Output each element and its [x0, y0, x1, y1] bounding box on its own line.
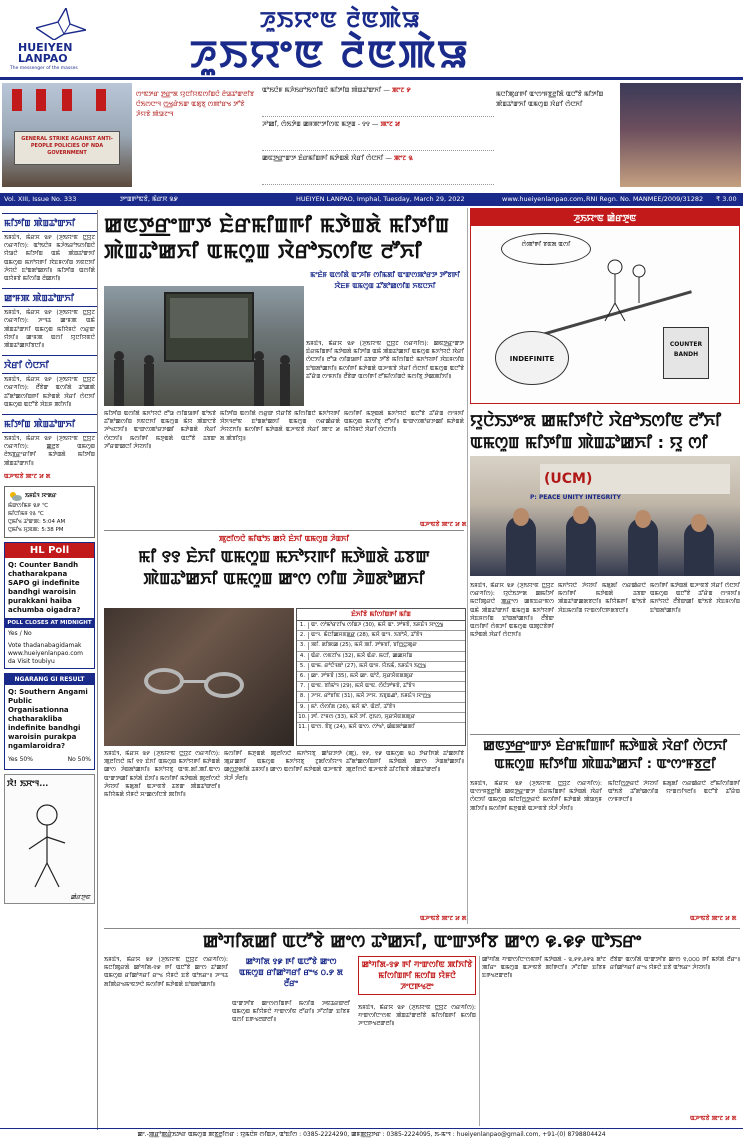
bottom-body-4: ꯀꯣꯚꯤꯗ ꯚꯦꯛꯁꯤꯅꯦꯁꯟꯒꯤ ꯃꯇꯥꯡꯗꯥ - ꯲,꯸꯸,꯴꯵꯲ ꯗꯣꯖ ꯄꯤꯔꯦ ꯑꯃꯁꯨꯡ ꯑꯍꯦꯟꯕꯥ ꯄꯤꯒꯅꯤ꯫ ꯍꯧꯖꯤꯛ ꯐꯤꯕꯝ ꯐꯒꯠꯂꯛꯂꯤ꯫	[482, 957, 606, 980]
red-flag-icon	[96, 89, 106, 111]
bottom-subhead-b: ꯀꯣꯚꯤꯗ-꯱꯹ ꯒꯤ ꯚꯦꯛꯁꯤꯟ ꯄꯤꯈꯤꯕꯥ ꯃꯤꯁꯤꯡꯒꯤ ꯃꯁꯤꯡ ꯌꯥꯝꯅꯥ ꯍꯦꯅꯒꯠꯂꯦ	[358, 956, 476, 995]
section2-more-link[interactable]: ꯑꯍꯦꯟꯕꯥ ꯄꯦꯖ ꯷ ꯗ	[420, 915, 467, 922]
bottom-body-5: ꯂꯩꯕꯥꯛ ꯑꯁꯤꯗꯥ ꯑꯦꯛꯇꯤꯕ ꯀꯦꯁ ꯱,꯰꯰꯰ ꯒꯤ ꯃꯈꯥꯗꯥ ꯂꯩꯔꯦ꯫ ꯔꯤꯀꯣꯚꯔꯤ ꯔꯦꯠ ꯌꯥꯝꯅꯥ ꯐꯕꯥ ꯑꯣꯏꯔꯦ ꯍꯥꯌꯈꯤ꯫	[610, 957, 740, 972]
list-item: 3. ꯄꯤ. ꯗꯤꯄꯀ (25), ꯃꯆꯥ ꯄꯤ. ꯇꯣꯝꯕꯤ, ꯕꯤꯁ꯭ꯅꯨꯄꯨꯔ	[297, 641, 465, 651]
brief-body: ꯏꯝꯐꯥꯜ, ꯃꯥꯔꯆ ꯲꯸ (ꯍꯨꯏꯌꯦꯟ ꯅ꯭ꯌꯨꯖ ꯁꯔꯚꯤꯁ): ꯀ꯭ꯂꯕ ꯑꯃꯁꯨꯡ ꯂꯥꯏꯕ꯭ꯔꯦꯔꯤꯒꯤ ꯃꯇꯥꯡꯗꯥ ꯃꯤꯇꯤꯡ ꯄꯥꯡꯊꯣꯛꯈꯤ꯫	[4, 436, 95, 467]
bottom-subhead-a: ꯀꯣꯚꯤꯗ ꯱꯹ ꯒꯤ ꯑꯅꯧꯕꯥ ꯀꯦꯁ ꯑꯃꯁꯨꯡ ꯔꯤꯀꯣꯚꯔꯤ ꯔꯦꯠ ꯰.꯸ ꯗ ꯂꯩꯔꯦ	[239, 957, 343, 988]
logo[interactable]	[6, 8, 118, 76]
right-body-3: ꯃꯁꯤꯒꯤ ꯃꯇꯥꯡꯗꯥ ꯑꯍꯦꯟꯕꯥ ꯋꯥꯔꯤ ꯁꯥꯅꯈꯤ ꯑꯃꯁꯨꯡ ꯑꯅꯧꯕꯥ ꯊꯧꯔꯥꯡ ꯁꯦꯝꯈꯤ꯫ ꯃꯈꯣꯌꯅꯥ ꯂꯩꯕꯥꯛꯀꯤ ꯑꯣꯏꯕꯥ ꯋꯥꯐꯝꯁꯤꯡ ꯐꯣꯡꯗꯣꯀꯈꯤ꯫	[650, 583, 740, 614]
list-item: 9. ꯃꯣ. ꯁꯥꯁꯤꯗ (26), ꯃꯆꯥ ꯃꯣ. ꯑꯥꯂꯤ, ꯊꯧꯕꯥꯜ	[297, 703, 465, 713]
person-head	[635, 510, 651, 528]
person-head	[513, 508, 529, 526]
handcuff-photo[interactable]	[104, 608, 294, 746]
left-column	[2, 210, 98, 1130]
weather-cloud-icon	[8, 490, 22, 502]
poll-result-question: Q: Southern Angami Public Organisationna chatharakliba indefinite bandhgi waroisin purakpa ngamlaroidra?	[8, 687, 88, 750]
bottom-body-3: ꯏꯝꯐꯥꯜ, ꯃꯥꯔꯆ ꯲꯸ (ꯍꯨꯏꯌꯦꯟ ꯅ꯭ꯌꯨꯖ ꯁꯔꯚꯤꯁ): ꯚꯦꯛꯁꯤꯅꯦꯁꯟ ꯄꯥꯡꯊꯣꯛꯂꯤꯕꯥ ꯃꯤꯁꯤꯡꯒꯤ ꯃꯁꯤꯡ ꯍꯦꯅꯒꯠꯂꯛꯂꯤ꯫	[358, 1005, 476, 1028]
strike-photo[interactable]	[2, 83, 132, 187]
assembly-photo[interactable]	[620, 83, 741, 187]
vote-instructions: Vote thadanabagidamak www.hueiyenlanpao.com da Visit toubiyu	[8, 641, 84, 665]
small-cartoon-title: ꯋꯥ! ꯏꯆꯦꯜ...	[7, 778, 49, 788]
red-flag-icon	[36, 89, 46, 111]
right-headline[interactable]: ꯌꯨꯅꯥꯏꯇꯦꯗ ꯀꯃꯤꯇꯤꯅꯥ ꯋꯥꯔꯣꯏꯁꯤꯟ ꯂꯧꯈꯤ ꯑꯃꯁꯨꯡ ꯃꯤꯇꯤꯡ ꯄꯥꯡꯊꯣꯀꯈꯤ : ꯌꯨ ꯁꯤ	[470, 411, 722, 452]
list-item: 2. ꯑꯦꯜ. ꯃꯥꯅꯤꯀꯆꯟꯗ꯭ꯔ (28), ꯃꯆꯥ ꯑꯦꯜ. ꯏꯕꯣꯆꯥ, ꯊꯧꯕꯥꯜ	[297, 631, 465, 641]
right-body-1: ꯏꯝꯐꯥꯜ, ꯃꯥꯔꯆ ꯲꯸ (ꯍꯨꯏꯌꯦꯟ ꯅ꯭ꯌꯨꯖ ꯁꯔꯚꯤꯁ): ꯌꯨꯅꯥꯏꯇꯦꯗ ꯀꯃꯤꯇꯤ ꯃꯅꯤꯄꯨꯔꯅꯥ ꯄ꯭ꯔꯦꯁ ꯀꯟꯐꯔꯦꯟꯁ ꯑꯃꯥ ꯄꯥꯡꯊꯣꯛꯈꯤ ꯑꯃꯁꯨꯡ ꯃꯈꯣꯌꯒꯤ ꯋꯥꯐꯝꯁꯤꯡ ꯐꯣꯡꯗꯣꯀꯈꯤ꯫ ꯂꯩꯕꯥꯛ ꯑꯁꯤꯒꯤ ꯁꯥꯟꯇꯤ ꯑꯃꯁꯨꯡ ꯑꯄꯨꯅꯕꯥꯒꯤ ꯃꯇꯥꯡꯗꯥ ꯋꯥꯔꯤ ꯁꯥꯅꯈꯤ꯫	[470, 583, 554, 639]
right2-body-2: ꯃꯤꯅꯤꯁ꯭ꯇꯔꯅꯥ ꯍꯥꯌꯈꯤ ꯃꯗꯨꯗꯤ ꯁꯔꯀꯥꯔꯅꯥ ꯂꯧꯃꯤꯁꯤꯡꯒꯤ ꯑꯣꯏꯕꯥ ꯊꯧꯗꯣꯀꯁꯤꯡ ꯌꯦꯡꯁꯤꯜꯂꯤ꯫ ꯑꯅꯧꯕꯥ ꯊꯧꯔꯥꯡ ꯁꯦꯝꯒꯅꯤ꯫	[608, 781, 740, 804]
right-body-2: ꯃꯈꯣꯌꯅꯥ ꯍꯥꯌꯈꯤ ꯃꯗꯨꯗꯤ ꯁꯔꯀꯥꯔꯅꯥ ꯃꯁꯤꯒꯤ ꯃꯇꯥꯡꯗꯥ ꯊꯕꯛ ꯄꯥꯡꯊꯣꯛꯀꯗꯕꯅꯤ꯫ ꯃꯤꯌꯥꯃꯒꯤ ꯑꯣꯏꯕꯥ ꯋꯥꯐꯃꯁꯤꯡ ꯌꯦꯡꯁꯤꯅꯒꯗꯕꯅꯤ꯫	[558, 583, 646, 614]
teaser-item[interactable]: ꯀꯟꯇ꯭ꯔꯦꯛꯇ ꯐꯥꯔꯃꯤꯡꯒꯤ ꯃꯇꯥꯡꯗꯥ ꯋꯥꯔꯤ ꯁꯥꯅꯈꯤ — ꯄꯦꯖ ꯲	[262, 151, 494, 185]
poll-closes: POLL CLOSES AT MIDNIGHT	[5, 618, 94, 628]
brief[interactable]	[2, 355, 97, 411]
section2-body-3: (ꯄꯨ), ꯱꯸, ꯱꯹ ꯑꯃꯁꯨꯡ ꯲꯰ ꯇꯥꯔꯤꯈꯗꯥ ꯊꯣꯀꯈꯤꯕꯥ ꯊꯧꯗꯣꯀꯁꯤꯡꯒꯤ ꯃꯇꯥꯡꯗꯥ ꯀꯦꯁ ꯍꯥꯡꯗꯣꯀꯈꯤ꯫ ꯄꯨꯂꯤꯁꯅꯥ ꯑꯍꯦꯟꯕꯥ ꯊꯤꯖꯤꯟꯕꯥ ꯄꯥꯡꯊꯣꯛꯂꯤ꯫	[346, 751, 464, 774]
more-link[interactable]: ꯑꯍꯦꯟꯕꯥ ꯄꯦꯖ ꯷ ꯗ	[4, 472, 51, 480]
teaser-list	[262, 83, 494, 185]
section2-headline[interactable]: ꯃꯤ ꯱꯱ ꯐꯥꯈꯤ ꯑꯃꯁꯨꯡ ꯃꯈꯣꯌꯒꯤ ꯃꯇꯥꯡꯗꯥ ꯊꯕꯛ ꯄꯥꯡꯊꯣꯀꯈꯤ ꯑꯃꯁꯨꯡ ꯀꯦꯁ ꯁꯤꯡ ꯍꯥꯡꯗꯣꯀꯈꯤ	[138, 547, 430, 588]
weather-min: ꯃꯤꯅꯤꯃꯝ ꯱꯴ ℃	[8, 510, 44, 517]
no-option[interactable]: No	[23, 629, 32, 637]
list-item: 10. ꯇꯤ. ꯖꯦꯝꯁ (33), ꯃꯆꯥ ꯇꯤ. ꯂꯨꯏꯁ, ꯆꯨꯔꯆꯥꯟꯗꯄꯨꯔ	[297, 713, 465, 723]
speech-bubble: ꯁꯥꯄꯣꯒꯤ ꯕꯟꯗ ꯑꯁꯤ	[501, 233, 591, 265]
brief-heading: ꯋꯥꯔꯤ ꯁꯥꯅꯈꯤ	[2, 355, 97, 374]
lead-body-4: ꯃꯁꯤꯒꯤ ꯃꯇꯨꯡꯗꯥ ꯃꯈꯣꯌꯅꯥ ꯑꯅꯧꯕꯥ ꯊꯧꯔꯥꯡ ꯁꯦꯝꯈꯤ ꯑꯃꯁꯨꯡ ꯃꯁꯤꯕꯨ ꯂꯧꯈꯤ꯫ ꯑꯦꯛꯁꯄꯣꯔꯇꯀꯤ ꯃꯇꯥꯡꯗꯥ ꯃꯤꯌꯥꯝꯅꯥ ꯋꯥꯔꯤ ꯁꯥꯅꯈꯤ꯫	[344, 411, 464, 434]
editorial-cartoon[interactable]	[470, 208, 740, 404]
list-item: 11. ꯑꯦꯁ. ꯕꯥꯕꯨ (24), ꯃꯆꯥ ꯑꯦꯁ. ꯁꯣꯠꯣ, ꯀꯥꯡꯄꯣꯀꯄꯤ	[298, 724, 415, 731]
poll-result-title: NGARANG GI RESULT	[5, 674, 94, 685]
cartoonist-signature: ꯀꯥꯔꯇꯨꯟ	[70, 893, 90, 901]
brief-heading: ꯃꯤꯇꯤꯡ ꯄꯥꯡꯊꯣꯛꯈꯤ	[2, 213, 97, 232]
poll-question: Q: Counter Bandh chatharakpana SAPO gi indefinite bandhgi waroisin purakkani haiba achumba oigadra?	[8, 560, 81, 614]
right2-more-link[interactable]: ꯑꯍꯦꯟꯕꯥ ꯄꯦꯖ ꯷ ꯗ	[690, 915, 737, 922]
lead-body-1: ꯏꯝꯐꯥꯜ, ꯃꯥꯔꯆ ꯲꯸ (ꯍꯨꯏꯌꯦꯟ ꯅ꯭ꯌꯨꯖ ꯁꯔꯚꯤꯁ): ꯀꯟꯇ꯭ꯔꯦꯛꯇ ꯐꯥꯔꯃꯤꯡꯒꯤ ꯃꯇꯥꯡꯗꯥ ꯃꯤꯇꯤꯡ ꯑꯃꯥ ꯄꯥꯡꯊꯣꯀꯈꯤ ꯑꯃꯁꯨꯡ ꯃꯈꯣꯌꯅꯥ ꯋꯥꯔꯤ ꯁꯥꯅꯈꯤ꯫ ꯂꯧꯎ ꯁꯤꯡꯎꯒꯤ ꯊꯕꯛ ꯇꯧꯕꯥ ꯃꯤꯁꯤꯡꯅꯥ ꯃꯈꯣꯌꯒꯤ ꯋꯥꯐꯝꯁꯤꯡ ꯐꯣꯡꯗꯣꯀꯈꯤ꯫ ꯃꯁꯤꯒꯤ ꯃꯇꯥꯡꯗꯥ ꯑꯍꯦꯟꯕꯥ ꯋꯥꯔꯤ ꯁꯥꯅꯈꯤ ꯑꯃꯁꯨꯡ ꯑꯅꯧꯕꯥ ꯊꯧꯔꯥꯡ ꯁꯦꯝꯈꯤ꯫ ꯂꯩꯕꯥꯛ ꯑꯁꯤꯒꯤ ꯂꯧꯃꯤꯁꯤꯡꯅꯥ ꯃꯁꯤꯕꯨ ꯇꯥꯀꯄꯤꯈꯤ꯫	[306, 341, 464, 380]
brief-heading: ꯃꯤꯇꯤꯡ ꯄꯥꯡꯊꯣꯛꯈꯤ	[2, 414, 97, 433]
bottom-body-2: ꯑꯦꯛꯇꯤꯕ ꯀꯦꯁꯁꯤꯡꯒꯤ ꯃꯁꯤꯡ ꯍꯟꯊꯔꯛꯂꯤ ꯑꯃꯁꯨꯡ ꯃꯤꯌꯥꯝꯅꯥ ꯚꯦꯛꯁꯤꯟ ꯂꯧꯔꯤ꯫ ꯍꯧꯖꯤꯛ ꯐꯤꯕꯝ ꯑꯁꯤ ꯐꯒꯠꯂꯛꯂꯤ꯫	[232, 1001, 350, 1024]
teaser-item[interactable]: ꯑꯣꯏꯅꯥꯝ ꯃꯍꯥꯏꯔꯣꯏꯁꯤꯡꯅꯥ ꯃꯤꯇꯤꯡ ꯄꯥꯡꯊꯣꯛꯈꯤ — ꯄꯦꯖ ꯸	[262, 83, 494, 117]
date-local: ꯇꯦꯡꯒꯣꯟꯕꯥ, ꯃꯥꯔꯆ ꯲꯹	[120, 195, 178, 203]
cartoon-art	[475, 227, 737, 401]
footer-imprint: ꯀꯦ.-ꯄ꯭ꯔꯣꯄ꯭ꯔꯥꯏꯇꯔ ꯑꯃꯁꯨꯡ ꯄꯕ꯭ꯂꯤꯁꯔ : ꯌꯨꯃꯅꯥꯝ ꯁꯤꯡꯍ, ꯑꯣꯐꯤꯁ : 0385-2224290, ꯀꯝꯄ꯭ꯌꯨꯇꯔ : 0385-2224095, ꯏ-ꯃꯦꯜ : hueiyenlanpao@gmail.com, +91-(0) 8798804424	[0, 1128, 743, 1140]
red-flag-icon	[12, 89, 22, 111]
list-item: 7. ꯑꯦꯟ. ꯕꯤꯃꯣꯜ (29), ꯃꯆꯥ ꯑꯦꯟ. ꯁꯥꯅꯥꯇꯣꯝꯕꯥ, ꯊꯧꯕꯥꯜ	[297, 682, 465, 692]
teaser-left-text[interactable]: ꯁꯦꯟꯇꯔ ꯇ꯭ꯔꯦꯗ ꯌꯨꯅꯤꯌꯟꯁꯤꯡꯅꯥ ꯂꯥꯎꯊꯣꯛꯂꯤꯕ ꯅꯥꯏꯁꯅꯦꯜ ꯁ꯭ꯠꯔꯥꯏꯛ ꯑꯗꯨꯕꯨ ꯁꯄꯣꯔꯠ ꯇꯧꯕꯥ ꯍꯥꯌꯕꯥ ꯄꯥꯎꯖꯦꯜ	[136, 90, 255, 118]
dateline-bar	[0, 193, 743, 206]
strike-banner: GENERAL STRIKE AGAINST ANTI-PEOPLE POLICIES OF NDA GOVERNMENT	[14, 131, 120, 165]
handcuff-icon	[144, 668, 184, 694]
weather-max: ꯃꯥꯛꯁꯤꯃꯝ ꯲꯸ ℃	[8, 502, 49, 509]
yes-option[interactable]: Yes	[8, 629, 18, 637]
lead-body-3: ꯃꯤꯇꯤꯡ ꯑꯁꯤꯗꯥ ꯁꯔꯨꯛ ꯌꯥꯔꯤꯕꯥ ꯃꯤꯁꯤꯡꯅꯥ ꯃꯈꯣꯌꯒꯤ ꯋꯥꯈꯜꯂꯣꯟ ꯐꯣꯡꯗꯣꯀꯈꯤ ꯑꯃꯁꯨꯡ ꯁꯔꯀꯥꯔꯗꯥ ꯍꯥꯌꯖꯈꯤ꯫ ꯃꯁꯤꯒꯤ ꯃꯇꯥꯡꯗꯥ ꯑꯍꯦꯟꯕꯥ ꯋꯥꯔꯤ ꯄꯦꯖ ꯷ ꯗ ꯄꯥꯕꯤꯌꯨ꯫	[220, 411, 340, 442]
weather-title: ꯏꯝꯐꯥꯜ ꯋꯦꯗꯔ	[25, 492, 57, 499]
lead-headline[interactable]: ꯀꯟꯇ꯭ꯔꯦꯛꯇ ꯐꯥꯔꯃꯤꯡꯒꯤ ꯃꯇꯥꯡꯗꯥ ꯃꯤꯇꯤꯡ ꯄꯥꯡꯊꯣꯀꯈꯤ ꯑꯃꯁꯨꯡ ꯋꯥꯔꯣꯏꯁꯤꯟ ꯂꯧꯈꯤ	[104, 213, 450, 263]
price: ₹ 3.00	[716, 195, 737, 203]
section2-kicker: ꯄꯨꯂꯤꯁꯅꯥ ꯃꯤꯑꯣꯏ ꯀꯌꯥ ꯐꯥꯈꯤ ꯑꯃꯁꯨꯡ ꯍꯥꯡꯈꯤ	[218, 534, 350, 543]
cartoon-people-icon	[595, 255, 655, 325]
logo-text: HUEIYEN LANPAO	[18, 41, 73, 65]
poll-result-box	[4, 673, 95, 770]
cartoon-title: ꯍꯨꯏꯌꯦꯟ ꯀꯥꯔꯇꯨꯟ	[471, 209, 739, 226]
bandh-ball: INDEFINITE	[495, 331, 569, 385]
masthead	[0, 0, 743, 80]
handcuff-icon	[204, 672, 244, 698]
arrested-list	[296, 608, 466, 746]
section2-body-1: ꯏꯝꯐꯥꯜ, ꯃꯥꯔꯆ ꯲꯸ (ꯍꯨꯏꯌꯦꯟ ꯅ꯭ꯌꯨꯖ ꯁꯔꯚꯤꯁ): ꯄꯨꯂꯤꯁꯅꯥ ꯃꯤ ꯱꯱ ꯐꯥꯈꯤ ꯑꯃꯁꯨꯡ ꯃꯈꯣꯌꯒꯤ ꯃꯇꯥꯡꯗꯥ ꯀꯦꯁ ꯍꯥꯡꯗꯣꯀꯈꯤ꯫ ꯃꯈꯣꯌꯕꯨ ꯑꯦꯟ.ꯗꯤ.ꯄꯤ.ꯑꯦꯁ ꯑꯦꯛꯇꯀꯤ ꯃꯈꯥꯗꯥ ꯐꯥꯈꯤ꯫ ꯃꯁꯤꯒꯤ ꯃꯇꯥꯡꯗꯥ ꯄꯨꯂꯤꯁꯅꯥ ꯍꯥꯌꯈꯤ ꯃꯗꯨꯗꯤ ꯑꯍꯦꯟꯕꯥ ꯊꯕꯛ ꯄꯥꯡꯊꯣꯛꯂꯤ꯫ ꯃꯤꯌꯥꯃꯗꯥ ꯌꯥꯝꯅꯥ ꯆꯦꯀꯁꯤꯅꯕꯥ ꯄꯤꯈꯤ꯫	[104, 751, 220, 799]
ucm-banner: (UCM)	[540, 464, 730, 494]
ucm-banner-sub: P: PEACE UNITY INTEGRITY	[530, 494, 621, 501]
counter-bandh-box: COUNTER BANDH	[663, 327, 709, 379]
section2-body-2: ꯃꯁꯤꯒꯤ ꯃꯇꯨꯡꯗꯥ ꯄꯨꯂꯤꯁꯅꯥ ꯃꯈꯣꯌꯕꯨ ꯀꯣꯔꯇꯇꯥ ꯄꯨꯔꯀꯈꯤ ꯑꯃꯁꯨꯡ ꯃꯈꯣꯌꯕꯨ ꯖꯨꯗꯤꯁꯤꯌꯦꯜ ꯀꯁ꯭ꯇꯗꯤꯗꯥ ꯊꯝꯈꯤ꯫ ꯀꯦꯁ ꯑꯁꯤꯒꯤ ꯃꯇꯥꯡꯗꯥ ꯑꯍꯦꯟꯕꯥ ꯋꯥꯍꯪ ꯍꯪꯂꯤ꯫	[224, 751, 342, 782]
cartoon-figure-icon	[7, 793, 97, 893]
masthead-title: ꯍꯨꯏꯌꯦꯟ ꯂꯥꯟꯄꯥꯎ	[190, 32, 470, 76]
person-head	[573, 506, 589, 524]
masthead-title-top: ꯍꯨꯏꯌꯦꯟ ꯂꯥꯟꯄꯥꯎ	[260, 8, 421, 33]
result-no: No 50%	[67, 755, 91, 763]
rni-number: RNI Regn. No. MANMEE/2009/31282	[586, 195, 704, 203]
list-item: 4. ꯑꯥꯔ. ꯁꯟꯖꯤꯠ (32), ꯃꯆꯥ ꯑꯥꯔ. ꯃꯅꯤ, ꯀꯀꯆꯤꯡ	[297, 652, 465, 662]
origami-bird-icon	[36, 8, 86, 40]
list-item: 8. ꯍꯦꯆ. ꯔꯣꯕꯤꯟ (31), ꯃꯆꯥ ꯍꯦꯆ. ꯏꯕꯨꯡꯉꯣ, ꯏꯝꯐꯥꯜ ꯋꯦꯁ꯭ꯠ	[297, 692, 465, 702]
brief[interactable]	[2, 288, 97, 352]
crowd-figures-icon	[104, 346, 304, 406]
poll-options: Yes / No	[8, 629, 32, 637]
brief-body: ꯏꯝꯐꯥꯜ, ꯃꯥꯔꯆ ꯲꯸ (ꯍꯨꯏꯌꯦꯟ ꯅ꯭ꯌꯨꯖ ꯁꯔꯚꯤꯁ): ꯍꯦꯜꯊ ꯀꯦꯝꯄ ꯑꯃꯥ ꯄꯥꯡꯊꯣꯛꯈꯤ ꯑꯃꯁꯨꯡ ꯃꯤꯌꯥꯝꯅꯥ ꯁꯔꯨꯛ ꯌꯥꯈꯤ꯫ ꯀꯦꯝꯄ ꯑꯁꯤ ꯌꯨꯅꯤꯌꯟꯅꯥ ꯄꯥꯡꯊꯣꯀꯈꯤꯕꯅꯤ꯫	[4, 310, 95, 350]
bottom-more-link[interactable]: ꯑꯍꯦꯟꯕꯥ ꯄꯦꯖ ꯷ ꯗ	[690, 1115, 737, 1122]
brief-body: ꯏꯝꯐꯥꯜ, ꯃꯥꯔꯆ ꯲꯸ (ꯍꯨꯏꯌꯦꯟ ꯅ꯭ꯌꯨꯖ ꯁꯔꯚꯤꯁ): ꯑꯣꯏꯅꯥꯝ ꯃꯍꯥꯏꯔꯣꯏꯁꯤꯡꯅꯥ ꯌꯥꯎꯅꯥ ꯃꯤꯇꯤꯡ ꯑꯃꯥ ꯄꯥꯡꯊꯣꯛꯈꯤ ꯑꯃꯁꯨꯡ ꯃꯈꯣꯌꯒꯤ ꯋꯥꯐꯝꯁꯤꯡ ꯈꯟꯅꯈꯤ ꯍꯥꯌꯅꯥ ꯐꯣꯡꯗꯣꯀꯈꯤ꯫ ꯃꯤꯇꯤꯡ ꯑꯁꯤꯗꯥ ꯑꯌꯥꯝꯕꯥ ꯃꯤꯁꯤꯡ ꯂꯥꯀꯈꯤ꯫	[4, 235, 95, 283]
brief[interactable]	[2, 414, 97, 470]
brief[interactable]	[2, 213, 97, 285]
brief-body: ꯏꯝꯐꯥꯜ, ꯃꯥꯔꯆ ꯲꯸ (ꯍꯨꯏꯌꯦꯟ ꯅ꯭ꯌꯨꯖ ꯁꯔꯚꯤꯁ): ꯂꯩꯕꯥꯛ ꯑꯁꯤꯗꯥ ꯊꯣꯀꯄꯥ ꯊꯧꯗꯣꯀꯁꯤꯡꯒꯤ ꯃꯇꯥꯡꯗꯥ ꯋꯥꯔꯤ ꯁꯥꯅꯈꯤ ꯑꯃꯁꯨꯡ ꯑꯅꯧꯕꯥ ꯋꯥꯐꯝ ꯄꯤꯈꯤ꯫	[4, 377, 95, 408]
poll-result-values	[5, 754, 94, 766]
teaser-right-text[interactable]: ꯃꯅꯤꯄꯨꯔꯒꯤ ꯑꯦꯁꯦꯝꯕ꯭ꯂꯤꯗꯥ ꯑꯅꯧꯕꯥ ꯃꯤꯇꯤꯡ ꯄꯥꯡꯊꯣꯛꯈꯤ ꯑꯃꯁꯨꯡ ꯋꯥꯔꯤ ꯁꯥꯅꯈꯤ	[496, 90, 604, 108]
right-headline-2[interactable]: ꯀꯟꯇ꯭ꯔꯦꯛꯇ ꯐꯥꯔꯃꯤꯡꯒꯤ ꯃꯇꯥꯡꯗꯥ ꯋꯥꯔꯤ ꯁꯥꯅꯈꯤ ꯑꯃꯁꯨꯡ ꯃꯤꯇꯤꯡ ꯄꯥꯡꯊꯣꯀꯈꯤ : ꯑꯦꯁꯦꯝꯕ꯭ꯂꯤ	[482, 739, 728, 772]
list-item: 1. ꯑꯦ. ꯁꯣꯃꯣꯔꯖꯤꯠ ꯁꯤꯡꯍ (30), ꯃꯆꯥ ꯑꯦ. ꯇꯣꯝꯕꯥ, ꯏꯝꯐꯥꯜ ꯋꯦꯁ꯭ꯠ	[297, 621, 465, 631]
lead-more-link[interactable]: ꯑꯍꯦꯟꯕꯥ ꯄꯦꯖ ꯷ ꯗ	[420, 521, 467, 528]
teaser-strip	[0, 83, 743, 191]
list-title: ꯐꯥꯈꯤꯕꯥ ꯃꯤꯁꯤꯡꯒꯤ ꯃꯤꯡ	[297, 609, 465, 621]
red-flag-icon	[62, 89, 72, 111]
sunrise: ꯅꯨꯃꯤꯠ ꯊꯣꯛꯄ: 5:04 AM	[8, 518, 66, 525]
list-item: 5. ꯑꯦꯃ. ꯔꯣꯅꯥꯜꯗꯣ (27), ꯃꯆꯥ ꯑꯦꯝ. ꯌꯥꯏꯃꯥ, ꯏꯝꯐꯥꯜ ꯏꯁ꯭ꯠ	[297, 662, 465, 672]
paper-date: HUEIYEN LANPAO, Imphal, Tuesday, March 29, 2022	[296, 195, 465, 203]
handcuff-chain	[182, 680, 206, 683]
sunset: ꯅꯨꯃꯤꯠ ꯆꯨꯞꯄ: 5:38 PM	[8, 526, 64, 533]
teaser-item[interactable]: ꯍꯣꯀꯤ, ꯁꯥꯏꯇꯥꯡ ꯀꯝꯄꯦꯇꯤꯁꯟ ꯃꯇꯨꯡ - ꯱꯱ — ꯄꯦꯖ ꯷	[262, 117, 494, 151]
person-head	[691, 514, 707, 532]
brief-heading: ꯀꯦꯝꯄ ꯄꯥꯡꯊꯣꯛꯈꯤ	[2, 288, 97, 307]
bottom-headline[interactable]: ꯀꯣꯚꯤꯗꯀꯤ ꯑꯅꯧꯕꯥ ꯀꯦꯁ ꯊꯣꯀꯈꯤ, ꯑꯦꯛꯇꯤꯕ ꯀꯦꯁ ꯶.꯶꯸ ꯑꯣꯏꯔꯦ	[104, 928, 740, 953]
weather-box	[4, 486, 95, 538]
poll-title: HL Poll	[5, 543, 94, 558]
ucm-press-photo[interactable]	[470, 456, 740, 576]
issue-number: Vol. XIII, Issue No. 333	[4, 195, 77, 203]
result-yes: Yes 50%	[8, 755, 33, 763]
bottom-body-1: ꯏꯝꯐꯥꯜ, ꯃꯥꯔꯆ ꯲꯸ (ꯍꯨꯏꯌꯦꯟ ꯅ꯭ꯌꯨꯖ ꯁꯔꯚꯤꯁ): ꯃꯅꯤꯄꯨꯔꯗꯥ ꯀꯣꯚꯤꯗ-꯱꯹ ꯒꯤ ꯑꯅꯧꯕꯥ ꯀꯦꯁ ꯊꯣꯀꯈꯤ ꯑꯃꯁꯨꯡ ꯔꯤꯀꯣꯚꯔꯤ ꯔꯦꯠ ꯌꯥꯝꯅꯥ ꯐꯕꯥ ꯑꯣꯏꯔꯦ꯫ ꯍꯦꯜꯊ ꯗꯤꯄꯥꯔꯠꯃꯦꯟꯇꯅꯥ ꯃꯁꯤꯒꯤ ꯃꯇꯥꯡꯗꯥ ꯐꯣꯡꯗꯣꯀꯈꯤ꯫	[104, 957, 228, 988]
right2-body-1: ꯏꯝꯐꯥꯜ, ꯃꯥꯔꯆ ꯲꯸ (ꯍꯨꯏꯌꯦꯟ ꯅ꯭ꯌꯨꯖ ꯁꯔꯚꯤꯁ): ꯑꯦꯁꯦꯝꯕ꯭ꯂꯤꯗꯥ ꯀꯟꯇ꯭ꯔꯦꯛꯇ ꯐꯥꯔꯃꯤꯡꯒꯤ ꯃꯇꯥꯡꯗꯥ ꯋꯥꯔꯤ ꯁꯥꯅꯈꯤ ꯑꯃꯁꯨꯡ ꯃꯤꯅꯤꯁ꯭ꯇꯔꯅꯥ ꯃꯁꯤꯒꯤ ꯃꯇꯥꯡꯗꯥ ꯄꯥꯎꯈꯨꯝ ꯄꯤꯈꯤ꯫ ꯃꯁꯤꯒꯤ ꯃꯇꯨꯡꯗꯥ ꯑꯍꯦꯟꯕꯥ ꯋꯥꯍꯪ ꯍꯪꯈꯤ꯫	[470, 781, 602, 812]
lead-subheadline: ꯃꯦꯐꯥꯝ ꯑꯁꯤꯗꯥ ꯑꯦꯍꯤꯝ ꯁꯤꯃꯗꯤ ꯑꯦꯛꯁꯄꯣꯔꯇ ꯇꯧꯕꯒꯤ ꯋꯥꯐꯝ ꯑꯃꯁꯨꯡ ꯊꯧꯗꯣꯀꯁꯤꯡ ꯈꯟꯅꯈꯤ	[310, 271, 460, 290]
lead-body-2: ꯃꯤꯇꯤꯡ ꯑꯁꯤꯗꯥ ꯃꯈꯣꯌꯅꯥ ꯂꯧꯎ ꯁꯤꯡꯎꯒꯤ ꯑꯣꯏꯕꯥ ꯊꯧꯗꯣꯀꯁꯤꯡ ꯈꯟꯅꯈꯤ ꯑꯃꯁꯨꯡ ꯃꯥꯌ ꯄꯥꯛꯅꯕꯥ ꯍꯣꯠꯅꯈꯤ꯫ ꯑꯦꯛꯁꯄꯣꯔꯇꯀꯤ ꯃꯇꯥꯡꯗꯥ ꯋꯥꯔꯤ ꯁꯥꯅꯈꯤ꯫ ꯃꯁꯤꯒꯤ ꯃꯇꯨꯡꯗꯥ ꯑꯅꯧꯕꯥ ꯊꯕꯛ ꯍꯧꯔꯛꯀꯅꯤ ꯍꯥꯌꯈꯤ꯫	[104, 411, 216, 450]
website-link[interactable]: www.hueiyenlanpao.com,	[502, 195, 586, 203]
small-cartoon[interactable]	[4, 774, 95, 904]
truck-photo[interactable]	[104, 286, 304, 406]
logo-tagline: The messenger of the masses	[10, 66, 78, 71]
list-item: 6. ꯀꯦ. ꯇꯣꯝꯕꯥ (35), ꯃꯆꯥ ꯀꯦ. ꯑꯣꯖꯥ, ꯆꯨꯔꯆꯥꯟꯗꯄꯨꯔ	[297, 672, 465, 682]
poll-box	[4, 542, 95, 669]
